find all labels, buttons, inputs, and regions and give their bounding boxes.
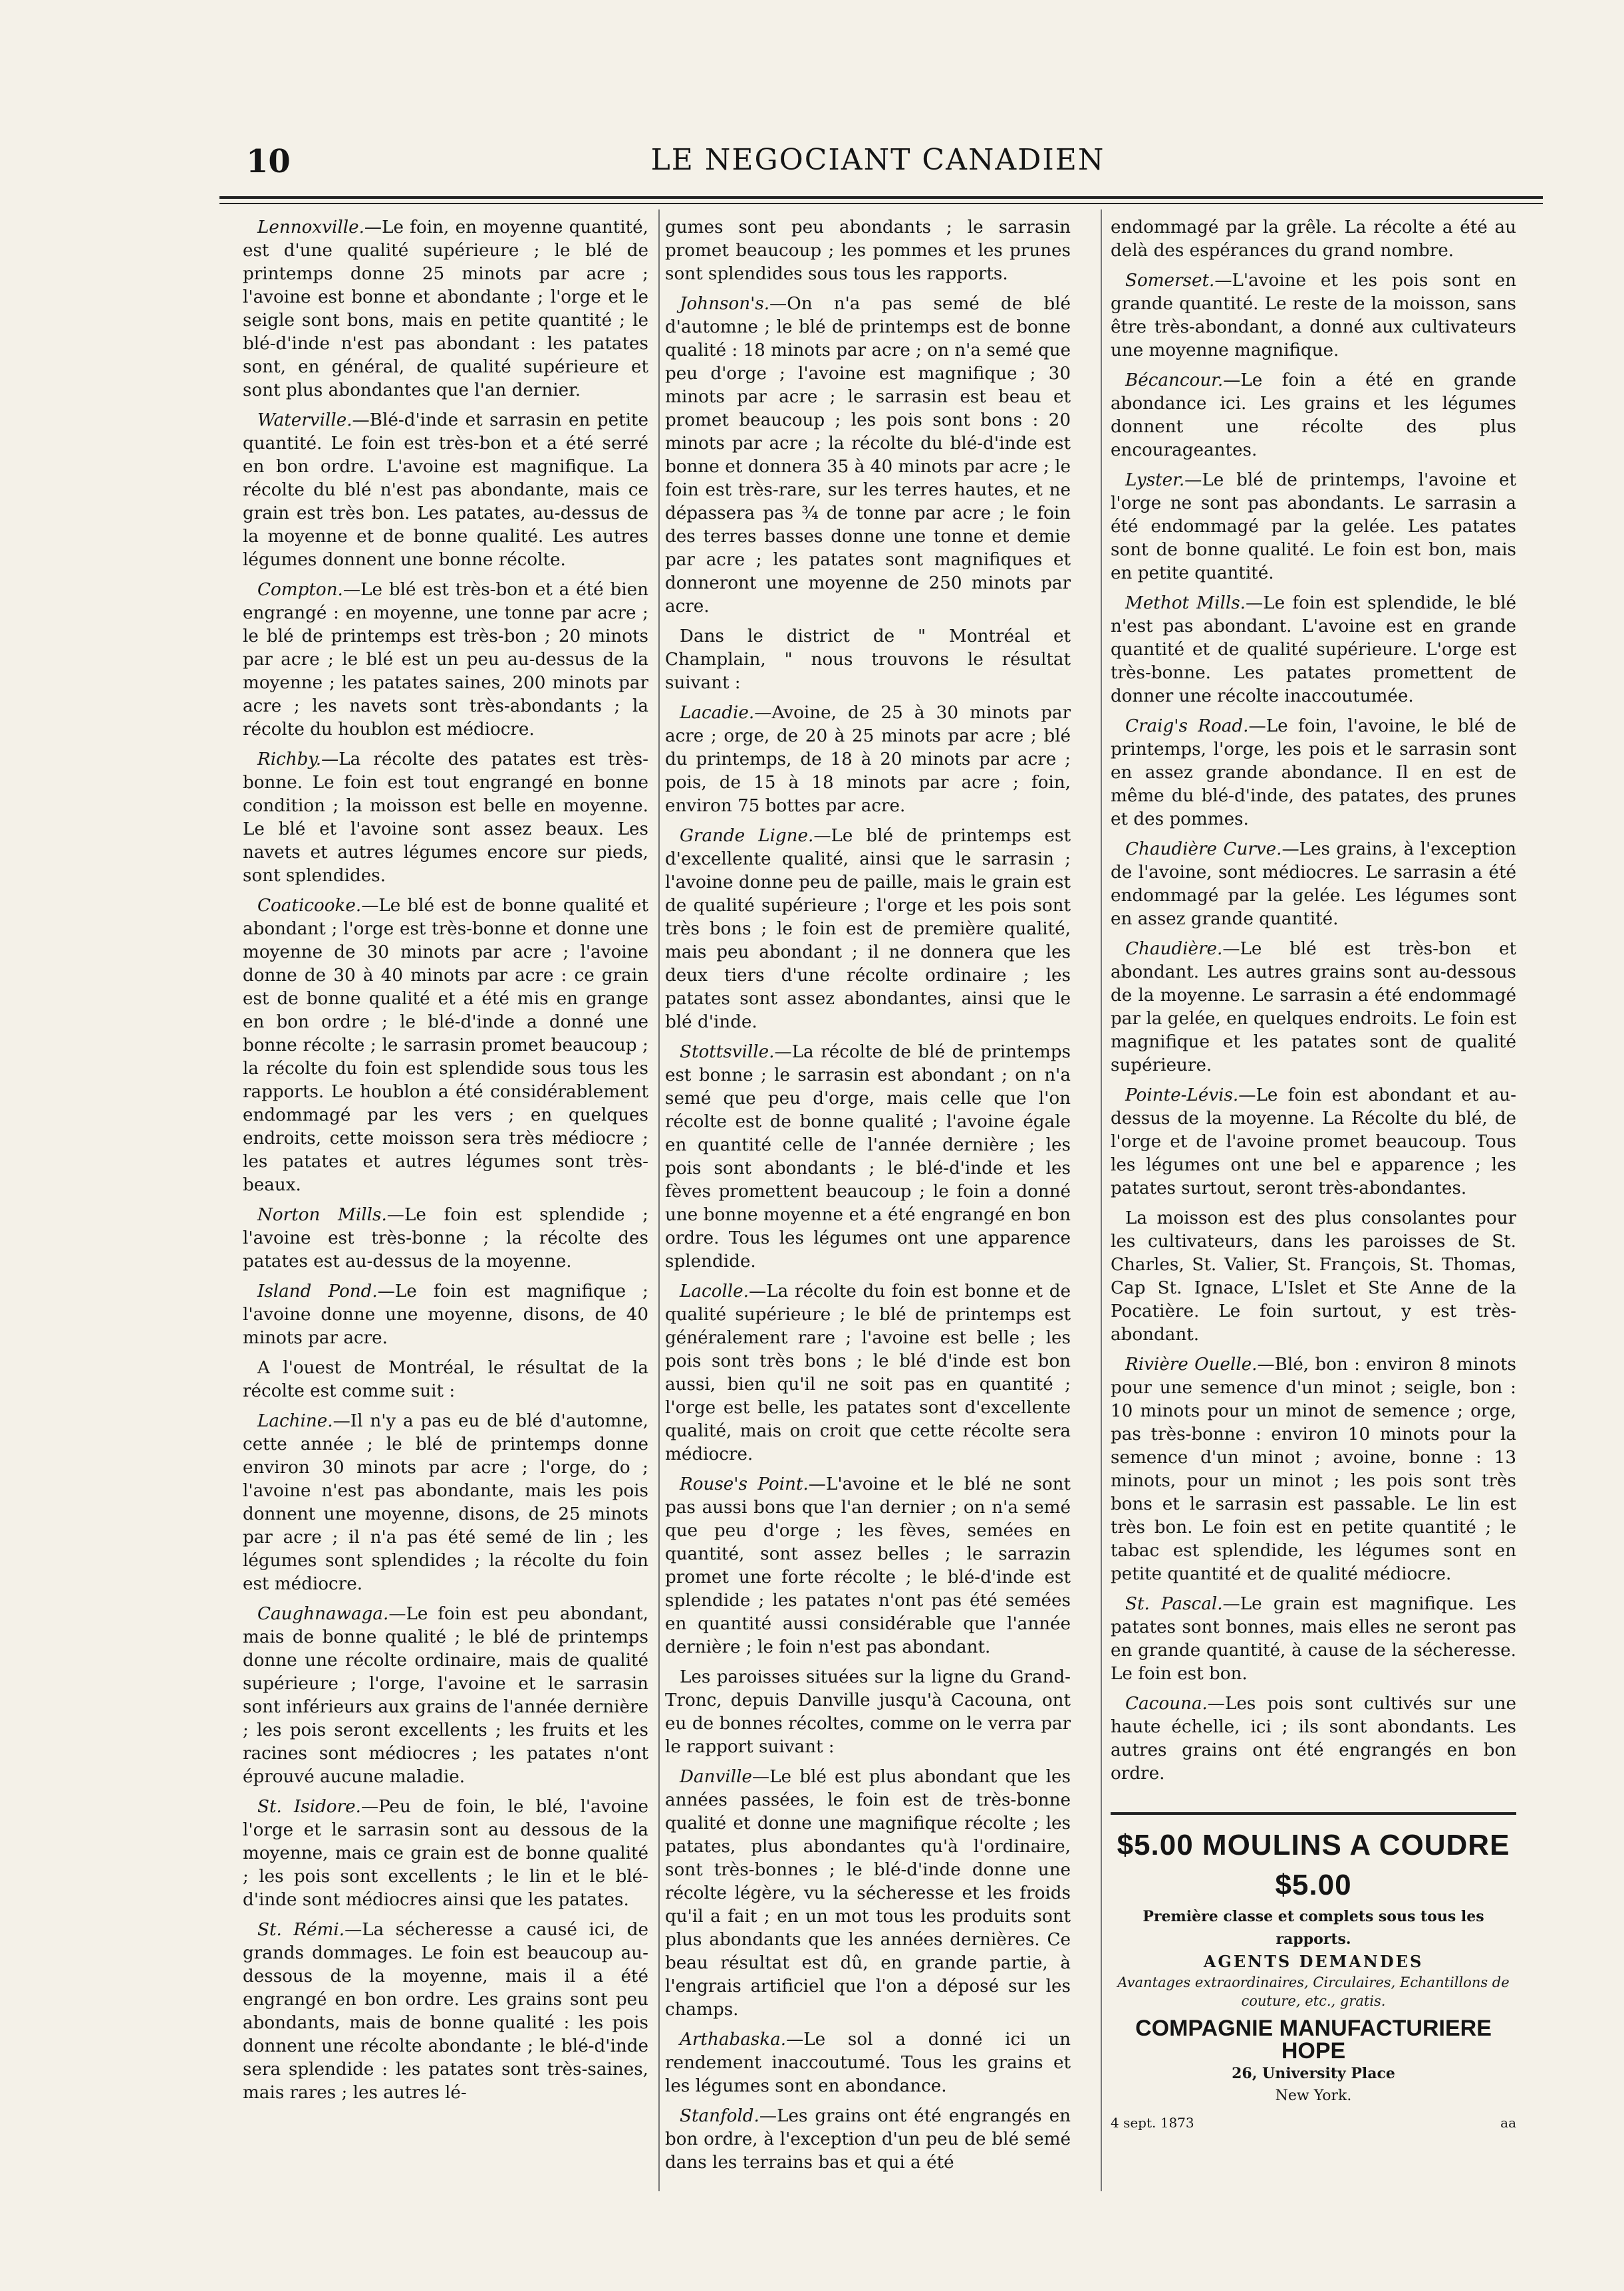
place-name: Rivière Ouelle. [1125, 1355, 1258, 1375]
page-header [219, 136, 1536, 183]
paragraph-text: La moisson est des plus consolantes pour les cultivateurs, dans les paroisses de St. Charles, St. Valier, St. François, St. Thomas, Cap St. Ignace, L'Islet et Ste Anne de la Pocatière. Le foin surtout, y est très-abondant. [1111, 1208, 1516, 1345]
column-2 [665, 216, 1071, 2181]
paragraph-text: Les paroisses situées sur la ligne du Grand-Tronc, depuis Danville jusqu'à Cacouna, ont eu de bonnes récoltes, comme on le verra par le rapport suivant : [665, 1667, 1071, 1757]
ad-offer: Avantages extraordinaires, Circulaires, Echantillons de couture, etc., gratis. [1117, 1974, 1510, 2009]
place-name: St. Isidore. [257, 1797, 361, 1817]
paragraph-text: —Peu de foin, le blé, l'avoine l'orge et le sarrasin sont au dessous de la moyenne, mais ce grain est de bonne qualité ; les pois sont excellents ; le lin et le blé-d'inde sont médiocres ainsi que les patates. [243, 1797, 648, 1910]
place-name: Compton. [257, 580, 343, 600]
newspaper-title: LE NEGOCIANT CANADIEN [650, 143, 1105, 177]
ad-code: aa [1500, 2115, 1516, 2131]
place-name: Lachine. [257, 1411, 333, 1431]
article-paragraph [243, 1280, 648, 1350]
ad-agents: AGENTS DEMANDES [1203, 1952, 1424, 1971]
place-name: Methot Mills. [1125, 593, 1246, 613]
page-number: 10 [246, 143, 291, 180]
article-paragraph [243, 748, 648, 888]
ad-city: New York. [1275, 2088, 1352, 2104]
article-paragraph [243, 579, 648, 741]
article-paragraph [665, 2105, 1071, 2175]
advertisement [1111, 1812, 1516, 2134]
article-paragraph [1111, 1353, 1516, 1586]
article-paragraph [1111, 1084, 1516, 1200]
place-name: Caughnawaga. [257, 1604, 389, 1624]
paragraph-text: gumes sont peu abondants ; le sarrasin promet beaucoup ; les pommes et les prunes sont splendides sous tous les rapports. [665, 217, 1071, 284]
place-name: Johnson's. [680, 294, 770, 314]
place-name: Island Pond. [257, 1281, 378, 1301]
article-paragraph [243, 1603, 648, 1789]
paragraph-text: —Blé, bon : environ 8 minots pour une semence d'un minot ; seigle, bon : 10 minots pour un minot de semence ; orge, pas très-bonne : environ 10 minots pour la semence d'un minot ; avoine, bonne : 13 minots, pour un minot ; les pois sont très bons et le sarrasin est passable. Le lin est très bon. Le foin est en petite quantité ; le tabac est splendide, les légumes sont en petite quantité et de qualité médiocre. [1111, 1355, 1516, 1584]
article-paragraph [243, 1357, 648, 1403]
article-paragraph [1111, 715, 1516, 831]
article-paragraph [1111, 469, 1516, 585]
place-name: Danville [680, 1767, 752, 1787]
article-paragraph [1111, 269, 1516, 362]
column-divider [658, 209, 660, 2191]
paragraph-text: —Les grains, à l'exception de l'avoine, sont médiocres. Le sarrasin a été endommagé par la gelée. Les légumes sont en assez grande quantité. [1111, 839, 1516, 929]
paragraph-text: —Le blé de printemps, l'avoine et l'orge ne sont pas abondants. Le sarrasin a été endommagé par la gelée. Les patates sont de bonne qualité. Le foin est bon, mais en petite quantité. [1111, 470, 1516, 583]
article-paragraph [665, 825, 1071, 1034]
article-paragraph [243, 1204, 648, 1274]
paragraph-text: —Le foin est abondant et au-dessus de la moyenne. La Récolte du blé, de l'orge et de l'avoine promet beaucoup. Tous les légumes ont une bel e apparence ; les patates surtout, seront très-abondantes. [1111, 1085, 1516, 1198]
article-paragraph [1111, 838, 1516, 931]
article-paragraph [243, 1919, 648, 2105]
article-paragraph [243, 1796, 648, 1912]
article-paragraph [1111, 1593, 1516, 1686]
article-paragraph [665, 1041, 1071, 1274]
paragraph-text: —Les pois sont cultivés sur une haute échelle, ici ; ils sont abondants. Les autres grains ont été engrangés en bon ordre. [1111, 1694, 1516, 1784]
article-paragraph [1111, 369, 1516, 462]
place-name: Waterville. [257, 410, 352, 430]
article-paragraph [665, 1280, 1071, 1466]
article-paragraph [665, 1766, 1071, 2022]
paragraph-text: —La récolte des patates est très-bonne. Le foin est tout engrangé en bonne condition ; la moisson est belle en moyenne. Le blé et l'avoine sont assez beaux. Les navets et autres légumes encore sur pieds, sont splendides. [243, 749, 648, 886]
paragraph-text: —Le grain est magnifique. Les patates sont bonnes, mais elles ne seront pas en grande quantité, à cause de la sécheresse. Le foin est bon. [1111, 1594, 1516, 1684]
article-paragraph [665, 1473, 1071, 1659]
article-paragraph [1111, 216, 1516, 263]
place-name: Norton Mills. [257, 1205, 387, 1225]
paragraph-text: —Les grains ont été engrangés en bon ordre, à l'exception d'un peu de blé semé dans les terrains bas et qui a été [665, 2106, 1071, 2173]
paragraph-text: —Le foin est magnifique ; l'avoine donne une moyenne, disons, de 40 minots par acre. [243, 1281, 648, 1348]
paragraph-text: —Le blé est très-bon et abondant. Les autres grains sont au-dessous de la moyenne. Le sarrasin a été endommagé par la gelée, en quelques endroits. Le foin est magnifique et les patates sont de qualité supérieure. [1111, 939, 1516, 1075]
paragraph-text: —Le foin est splendide ; l'avoine est très-bonne ; la récolte des patates est au-dessus de la moyenne. [243, 1205, 648, 1272]
place-name: Chaudière. [1125, 939, 1223, 959]
ad-title: $5.00 MOULINS A COUDRE $5.00 [1117, 1829, 1510, 1901]
paragraph-text: —L'avoine et les pois sont en grande quantité. Le reste de la moisson, sans être très-abondant, a donné aux cultivateurs une moyenne magnifique. [1111, 271, 1516, 360]
paragraph-text: A l'ouest de Montréal, le résultat de la récolte est comme suit : [243, 1358, 648, 1401]
place-name: Lacolle. [680, 1281, 749, 1301]
place-name: Richby. [257, 749, 322, 769]
ad-company: COMPAGNIE MANUFACTURIERE HOPE [1135, 2016, 1492, 2064]
paragraph-text: —Le foin est peu abondant, mais de bonne qualité ; le blé de printemps donne une récolte ordinaire, mais de qualité supérieure ; l'orge, l'avoine et le sarrasin sont inférieurs aux grains de l'année dernière ; les pois seront excellents ; les fruits et les racines sont médiocres ; les patates n'ont éprouvé aucune maladie. [243, 1604, 648, 1787]
article-paragraph [243, 216, 648, 402]
article-paragraph [665, 625, 1071, 695]
paragraph-text: —L'avoine et le blé ne sont pas aussi bons que l'an dernier ; on n'a semé que peu d'orge ; les fèves, semées en quantité, sont assez belles ; le sarrazin promet une forte récolte ; le blé-d'inde est splendide ; les patates n'ont pas été semées en quantité aussi considérable que l'année dernière ; le foin n'est pas abondant. [665, 1474, 1071, 1657]
header-rule-thin [219, 203, 1543, 204]
ad-date: 4 sept. 1873 [1111, 2115, 1194, 2131]
article-paragraph [665, 702, 1071, 818]
column-3 [1111, 216, 1516, 2134]
paragraph-text: —La sécheresse a causé ici, de grands dommages. Le foin est beaucoup au-dessous de la moyenne, mais il a été engrangé en bon ordre. Les grains sont peu abondants, mais de bonne qualité : les pois donnent une récolte abondante ; le blé-d'inde sera splendide : les patates sont très-saines, mais rares ; les autres lé- [243, 1920, 649, 2103]
place-name: St. Rémi. [257, 1920, 345, 1940]
article-paragraph [243, 409, 648, 572]
paragraph-text: —Le sol a donné ici un rendement inaccoutumé. Tous les grains et les légumes sont en abondance. [665, 2030, 1071, 2096]
place-name: Cacouna. [1125, 1694, 1208, 1714]
paragraph-text: —Le foin est splendide, le blé n'est pas abondant. L'avoine est en grande quantité et de qualité supérieure. L'orge est très-bonne. Les patates promettent de donner une récolte inaccoutumée. [1111, 593, 1516, 706]
place-name: Stanfold. [680, 2106, 759, 2126]
article-paragraph [1111, 1207, 1516, 1347]
place-name: Lacadie. [680, 703, 755, 723]
paragraph-text: Dans le district de " Montréal et Champlain, " nous trouvons le résultat suivant : [665, 626, 1071, 693]
paragraph-text: —Le foin, l'avoine, le blé de printemps, l'orge, les pois et le sarrasin sont en assez grande abondance. Il en est de même du blé-d'inde, des patates, des prunes et des pommes. [1111, 716, 1516, 829]
article-paragraph [665, 216, 1071, 286]
article-paragraph [665, 1666, 1071, 1759]
place-name: Lennoxville. [257, 217, 364, 237]
place-name: Pointe-Lévis. [1125, 1085, 1239, 1105]
place-name: Somerset. [1125, 271, 1215, 291]
paragraph-text: —Le blé est de bonne qualité et abondant ; l'orge est très-bonne et donne une moyenne de 30 minots par acre ; l'avoine donne de 30 à 40 minots par acre : ce grain est de bonne qualité et a été mis en grange en bon ordre ; le blé-d'inde a donné une bonne récolte ; le sarrasin promet beaucoup ; la récolte du foin est splendide sous tous les rapports. Le houblon a été considérablement endommagé par les vers ; en quelques endroits, cette moisson sera très médiocre ; les patates et autres légumes sont très-beaux. [243, 896, 648, 1195]
column-divider [1101, 209, 1102, 2191]
place-name: Bécancour. [1125, 370, 1224, 390]
article-paragraph [1111, 1692, 1516, 1786]
paragraph-text: —Le foin a été en grande abondance ici. Les grains et les légumes donnent une récolte des plus encourageantes. [1111, 370, 1516, 460]
paragraph-text: —Blé-d'inde et sarrasin en petite quantité. Le foin est très-bon et a été serré en bon ordre. L'avoine est magnifique. La récolte du blé n'est pas abondante, mais ce grain est très bon. Les patates, au-dessus de la moyenne et de bonne qualité. Les autres légumes donnent une bonne récolte. [243, 410, 648, 570]
ad-footer [1111, 2111, 1516, 2134]
article-paragraph [243, 1410, 648, 1596]
paragraph-text: —Il n'y a pas eu de blé d'automne, cette année ; le blé de printemps donne environ 30 minots par acre ; l'orge, do ; l'avoine n'est pas abondante, mais les pois donnent une moyenne, disons, de 25 minots par acre ; il n'a pas été semé de lin ; les légumes sont splendides ; la récolte du foin est médiocre. [243, 1411, 648, 1594]
place-name: St. Pascal. [1125, 1594, 1223, 1614]
place-name: Arthabaska. [680, 2030, 787, 2050]
article-paragraph [1111, 592, 1516, 708]
ad-address: 26, University Place [1232, 2065, 1395, 2082]
paragraph-text: —Le foin, en moyenne quantité, est d'une qualité supérieure ; le blé de printemps donne 25 minots par acre ; l'avoine est bonne et abondante ; l'orge et le seigle sont bons, mais en petite quantité ; le blé-d'inde n'est pas abondant : les patates sont, en général, de qualité supérieure et sont plus abondantes que l'an dernier. [243, 217, 648, 400]
column-1 [243, 216, 648, 2111]
header-rule [219, 196, 1543, 199]
place-name: Rouse's Point. [680, 1474, 809, 1494]
place-name: Lyster. [1125, 470, 1185, 490]
place-name: Chaudière Curve. [1125, 839, 1282, 859]
article-paragraph [1111, 938, 1516, 1077]
article-paragraph [665, 293, 1071, 618]
place-name: Grande Ligne. [680, 826, 814, 846]
article-paragraph [665, 2028, 1071, 2098]
paragraph-text: —Le blé est plus abondant que les années passées, le foin est de très-bonne qualité et donne une magnifique récolte ; les patates, plus abondantes qu'à l'ordinaire, sont très-bonnes ; le blé-d'inde donne une récolte légère, vu la sécheresse et les froids qu'il a fait ; en un mot tous les produits sont plus abondants que les années dernières. Ce beau résultat est dû, en grande partie, à l'engrais artificiel que l'on a déposé sur les champs. [665, 1767, 1071, 2020]
paragraph-text: —Le blé est très-bon et a été bien engrangé : en moyenne, une tonne par acre ; le blé de printemps est très-bon ; 20 minots par acre ; le blé est un peu au-dessus de la moyenne ; les patates saines, 200 minots par acre ; les navets sont très-abondants ; la récolte du houblon est médiocre. [243, 580, 648, 740]
paragraph-text: endommagé par la grêle. La récolte a été au delà des espérances du grand nombre. [1111, 217, 1516, 261]
paragraph-text: —La récolte de blé de printemps est bonne ; le sarrasin est abondant ; on n'a semé que peu d'orge, mais celle que l'on récolte est de bonne qualité ; l'avoine égale en quantité celle de l'année dernière ; les pois sont abondants ; le blé-d'inde et les fèves promettent beaucoup ; le foin a donné une bonne moyenne et a été engrangé en bon ordre. Tous les légumes ont une apparence splendide. [665, 1042, 1071, 1272]
column-3-body [1111, 216, 1516, 1786]
place-name: Stottsville. [680, 1042, 775, 1062]
paragraph-text: —On n'a pas semé de blé d'automne ; le blé de printemps est de bonne qualité : 18 minots par acre ; on n'a semé que peu d'orge ; l'avoine est magnifique ; 30 minots par acre ; le sarrasin est beau et promet beaucoup ; les pois sont bons : 20 minots par acre ; la récolte du blé-d'inde est bonne et donnera 35 à 40 minots par acre ; le foin est très-rare, sur les terres hautes, et ne dépassera pas ¾ de tonne par acre ; le foin des terres basses donne une tonne et demie par acre ; les patates sont magnifiques et donneront une moyenne de 250 minots par acre. [665, 294, 1071, 616]
paragraph-text: —Avoine, de 25 à 30 minots par acre ; orge, de 20 à 25 minots par acre ; blé du printemps, de 18 à 20 minots par acre ; pois, de 15 à 18 minots par acre ; foin, environ 75 bottes par acre. [665, 703, 1071, 816]
paragraph-text: —La récolte du foin est bonne et de qualité supérieure ; le blé de printemps est généralement rare ; l'avoine est belle ; les pois sont très bons ; le blé d'inde est bon aussi, bien qu'il ne soit pas en quantité ; l'orge est belle, les patates sont d'excellente qualité, mais on croit que cette récolte sera médiocre. [665, 1281, 1071, 1464]
article-paragraph [243, 894, 648, 1197]
place-name: Coaticooke. [257, 896, 362, 916]
paragraph-text: —Le blé de printemps est d'excellente qualité, ainsi que le sarrasin ; l'avoine donne peu de paille, mais le grain est de qualité supérieure ; l'orge et les pois sont très bons ; le foin est de première qualité, mais peu abondant ; il ne donnera que les deux tiers d'une récolte ordinaire ; les patates sont assez abondantes, ainsi que le blé d'inde. [665, 826, 1071, 1032]
place-name: Craig's Road. [1125, 716, 1249, 736]
ad-subtitle: Première classe et complets sous tous les rapports. [1143, 1908, 1484, 1948]
